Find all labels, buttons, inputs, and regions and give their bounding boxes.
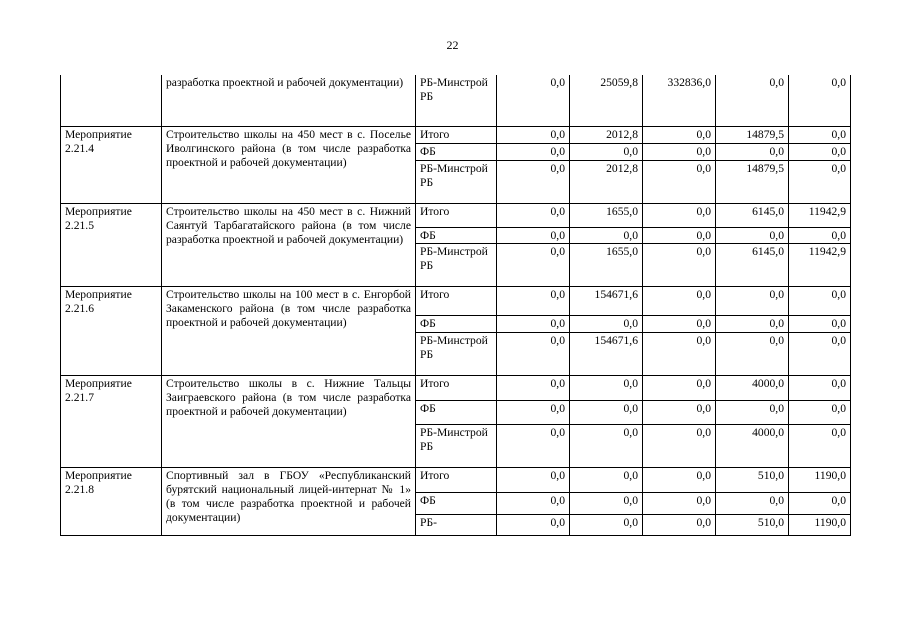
amount-cell: 0,0 [643, 243, 716, 286]
amount-cell: 11942,9 [789, 203, 851, 227]
funding-source: ФБ [416, 492, 497, 514]
amount-cell: 6145,0 [716, 203, 789, 227]
table-row [61, 203, 851, 227]
table-row [61, 286, 851, 315]
amount-cell: 0,0 [716, 286, 789, 315]
amount-cell: 0,0 [716, 332, 789, 375]
amount-cell: 0,0 [789, 492, 851, 514]
amount-cell: 0,0 [643, 160, 716, 203]
amount-cell: 0,0 [643, 467, 716, 492]
amount-cell: 0,0 [789, 375, 851, 400]
amount-cell: 11942,9 [789, 243, 851, 286]
measure-code [61, 75, 162, 126]
amount-cell: 0,0 [497, 203, 570, 227]
amount-cell: 0,0 [789, 227, 851, 243]
amount-cell: 0,0 [643, 315, 716, 332]
funding-source: РБ-Минстрой РБ [416, 243, 497, 286]
amount-cell: 1655,0 [570, 243, 643, 286]
amount-cell: 0,0 [497, 243, 570, 286]
amount-cell: 0,0 [789, 400, 851, 424]
amount-cell: 0,0 [570, 375, 643, 400]
table-row [61, 467, 851, 492]
amount-cell: 0,0 [643, 126, 716, 143]
amount-cell: 0,0 [570, 227, 643, 243]
funding-source: ФБ [416, 400, 497, 424]
amount-cell: 0,0 [789, 315, 851, 332]
amount-cell: 0,0 [497, 514, 570, 535]
funding-source: ФБ [416, 143, 497, 160]
measure-description: Строительство школы в с. Нижние Тальцы Заиграевского района (в том числе разработка проектной и рабочей документации) [162, 375, 416, 467]
funding-source: РБ-Минстрой РБ [416, 160, 497, 203]
amount-cell: 0,0 [643, 375, 716, 400]
amount-cell: 14879,5 [716, 160, 789, 203]
amount-cell: 0,0 [570, 514, 643, 535]
amount-cell: 0,0 [789, 143, 851, 160]
amount-cell: 0,0 [497, 160, 570, 203]
measure-code: Мероприятие 2.21.8 [61, 467, 162, 535]
measure-description: разработка проектной и рабочей документации) [162, 75, 416, 126]
table-row [61, 75, 851, 126]
measure-code: Мероприятие 2.21.6 [61, 286, 162, 375]
table-row [61, 126, 851, 143]
measure-description: Строительство школы на 450 мест в с. Нижний Саянтуй Тарбагатайского района (в том числе разработка проектной и рабочей документации) [162, 203, 416, 286]
amount-cell: 1190,0 [789, 514, 851, 535]
amount-cell: 0,0 [789, 75, 851, 126]
measure-code: Мероприятие 2.21.7 [61, 375, 162, 467]
amount-cell: 510,0 [716, 467, 789, 492]
amount-cell: 0,0 [643, 492, 716, 514]
amount-cell: 0,0 [570, 400, 643, 424]
amount-cell: 1655,0 [570, 203, 643, 227]
measure-code: Мероприятие 2.21.4 [61, 126, 162, 203]
amount-cell: 4000,0 [716, 375, 789, 400]
page-number: 22 [446, 38, 459, 52]
amount-cell: 0,0 [643, 203, 716, 227]
amount-cell: 510,0 [716, 514, 789, 535]
funding-source: РБ- [416, 514, 497, 535]
amount-cell: 0,0 [497, 492, 570, 514]
amount-cell: 0,0 [643, 424, 716, 467]
amount-cell: 0,0 [716, 143, 789, 160]
budget-table [60, 75, 851, 536]
amount-cell: 0,0 [716, 75, 789, 126]
amount-cell: 0,0 [716, 315, 789, 332]
funding-source: РБ-Минстрой РБ [416, 424, 497, 467]
table-row [61, 375, 851, 400]
amount-cell: 0,0 [497, 315, 570, 332]
amount-cell: 0,0 [570, 424, 643, 467]
funding-source: Итого [416, 286, 497, 315]
amount-cell: 0,0 [643, 514, 716, 535]
amount-cell: 2012,8 [570, 126, 643, 143]
funding-source: Итого [416, 203, 497, 227]
amount-cell: 1190,0 [789, 467, 851, 492]
amount-cell: 0,0 [497, 286, 570, 315]
funding-source: ФБ [416, 315, 497, 332]
amount-cell: 0,0 [570, 467, 643, 492]
amount-cell: 154671,6 [570, 286, 643, 315]
amount-cell: 0,0 [643, 286, 716, 315]
amount-cell: 0,0 [497, 227, 570, 243]
amount-cell: 0,0 [497, 75, 570, 126]
amount-cell: 0,0 [789, 126, 851, 143]
measure-code: Мероприятие 2.21.5 [61, 203, 162, 286]
amount-cell: 14879,5 [716, 126, 789, 143]
funding-source: Итого [416, 126, 497, 143]
measure-description: Спортивный зал в ГБОУ «Республиканский бурятский национальный лицей-интернат № 1» (в том числе разработка проектной и рабочей документации) [162, 467, 416, 535]
amount-cell: 0,0 [497, 143, 570, 160]
amount-cell: 0,0 [497, 375, 570, 400]
amount-cell: 0,0 [497, 424, 570, 467]
amount-cell: 0,0 [789, 424, 851, 467]
amount-cell: 0,0 [497, 332, 570, 375]
funding-source: РБ-Минстрой РБ [416, 75, 497, 126]
amount-cell: 0,0 [716, 400, 789, 424]
amount-cell: 0,0 [789, 160, 851, 203]
amount-cell: 2012,8 [570, 160, 643, 203]
amount-cell: 4000,0 [716, 424, 789, 467]
amount-cell: 0,0 [497, 467, 570, 492]
amount-cell: 0,0 [643, 227, 716, 243]
measure-description: Строительство школы на 100 мест в с. Енгорбой Закаменского района (в том числе разработка проектной и рабочей документации) [162, 286, 416, 375]
amount-cell: 0,0 [643, 143, 716, 160]
amount-cell: 0,0 [789, 286, 851, 315]
amount-cell: 0,0 [570, 143, 643, 160]
amount-cell: 0,0 [497, 400, 570, 424]
funding-source: Итого [416, 375, 497, 400]
amount-cell: 0,0 [570, 315, 643, 332]
amount-cell: 6145,0 [716, 243, 789, 286]
amount-cell: 0,0 [497, 126, 570, 143]
amount-cell: 0,0 [570, 492, 643, 514]
amount-cell: 0,0 [716, 227, 789, 243]
measure-description: Строительство школы на 450 мест в с. Поселье Иволгинского района (в том числе разработка проектной и рабочей документации) [162, 126, 416, 203]
funding-source: Итого [416, 467, 497, 492]
amount-cell: 25059,8 [570, 75, 643, 126]
amount-cell: 0,0 [789, 332, 851, 375]
amount-cell: 0,0 [643, 332, 716, 375]
amount-cell: 154671,6 [570, 332, 643, 375]
amount-cell: 0,0 [716, 492, 789, 514]
amount-cell: 332836,0 [643, 75, 716, 126]
amount-cell: 0,0 [643, 400, 716, 424]
funding-source: РБ-Минстрой РБ [416, 332, 497, 375]
funding-source: ФБ [416, 227, 497, 243]
